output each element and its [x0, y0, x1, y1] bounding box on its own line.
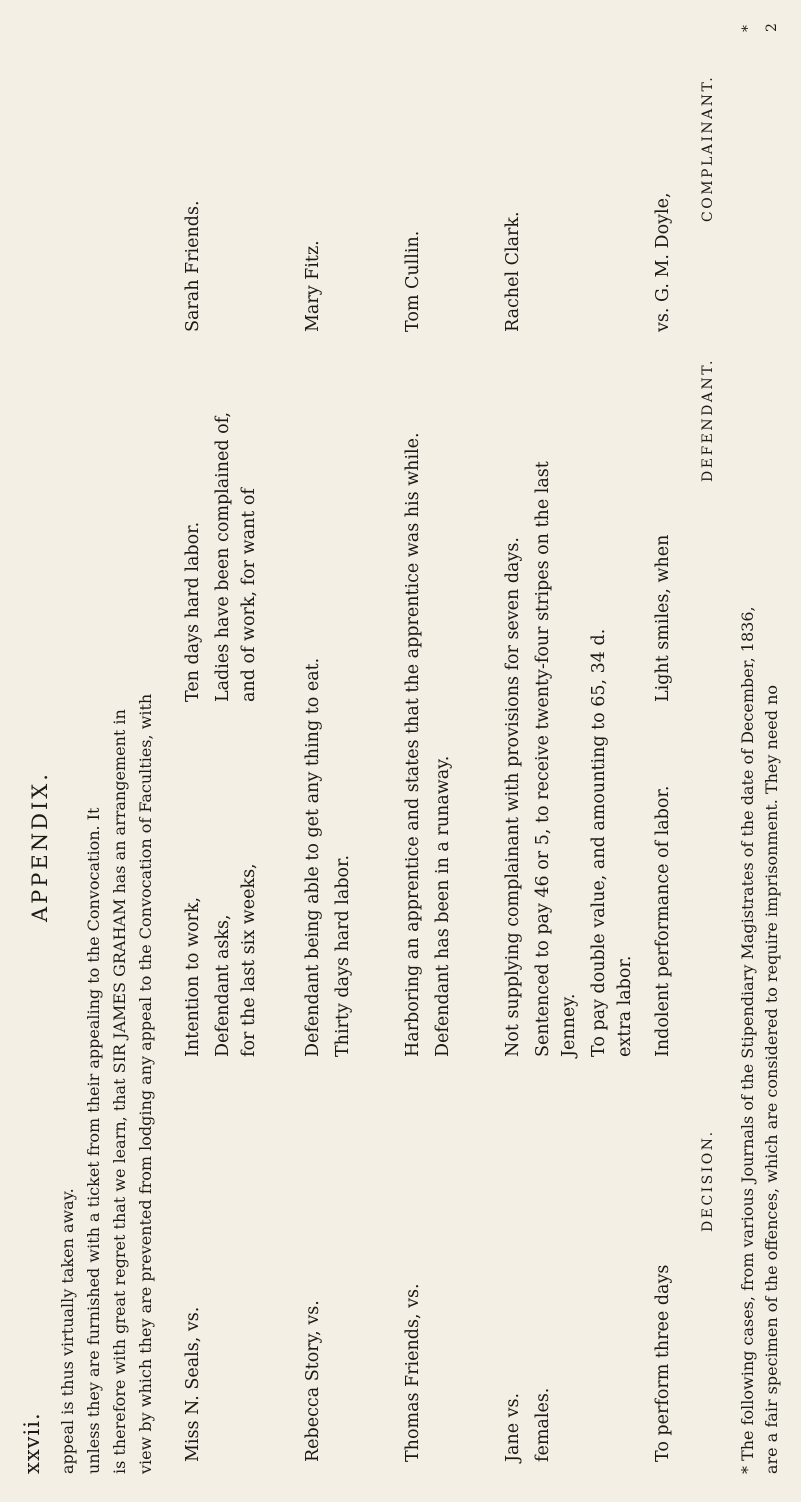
footnote-line: are a fair specimen of the offences, which are considered to require imprisonment. They need no: [762, 684, 781, 1474]
case-detail-line: for the last six weeks,: [239, 863, 259, 1057]
case-detail-line: Light smiles, when: [653, 534, 673, 702]
case-detail-line: Defendant has been in a runaway.: [433, 755, 453, 1057]
case-row-detail: [612, 12, 648, 1472]
case-defender: Mary Fitz.: [303, 240, 323, 332]
pursuer-name: Rebecca Story,: [303, 1330, 323, 1462]
footnote-line: * The following cases, from various Journals of the Stipendiary Magistrates of the date of December, 1836,: [738, 606, 757, 1474]
case-pursuer: [180, 1092, 206, 1462]
case-detail-line: and of work, for want of: [239, 488, 259, 702]
case-charge: Not supplying complainant with provisions for seven days.: [503, 537, 523, 1057]
case-detail-line: Jenney.: [559, 993, 579, 1057]
case-defender: [650, 12, 676, 332]
case-defender: Tom Cullin.: [403, 230, 423, 332]
pursuer-name: Miss N. Seals,: [183, 1336, 203, 1462]
case-charge: Defendant being able to get any thing to eat.: [303, 657, 323, 1057]
case-defender: Rachel Clark.: [503, 211, 523, 332]
case-pursuer: [500, 1092, 526, 1462]
case-charge: Harboring an apprentice and states that the apprentice was his while.: [403, 432, 423, 1057]
pursuer-name: Jane: [503, 1422, 523, 1462]
case-detail-line: extra labor.: [615, 955, 635, 1057]
defender-name: G. M. Doyle,: [653, 192, 673, 302]
footnote-mark: *: [740, 25, 756, 32]
case-row-detail: [430, 12, 466, 1472]
case-detail-line: Ladies have been complained of,: [213, 411, 233, 702]
running-title: APPENDIX.: [28, 771, 52, 922]
case-sentence: To perform three days: [653, 1264, 673, 1462]
intro-line-1: appeal is thus virtually taken away.: [58, 1188, 77, 1474]
case-detail-line: Defendant asks,: [213, 914, 233, 1057]
versus-label: vs.: [303, 1300, 323, 1325]
case-detail-line: Thirty days hard labor.: [333, 854, 353, 1057]
case-row-detail: [330, 12, 366, 1472]
case-row: [650, 12, 686, 1472]
versus-label: vs.: [403, 1283, 423, 1308]
versus-label: vs.: [503, 1392, 523, 1418]
case-detail-line: To pay double value, and amounting to 65, 34 d.: [589, 628, 609, 1057]
case-charge: Indolent performance of labor.: [653, 785, 673, 1057]
pursuer-name: Thomas Friends,: [403, 1313, 423, 1462]
case-row-detail: [236, 12, 272, 1472]
intro-line-3: is therefore with great regret that we learn, that SIR JAMES GRAHAM has an arrangement in: [110, 709, 129, 1474]
verdict-label: COMPLAINANT.: [700, 74, 716, 222]
versus-label: vs.: [183, 1306, 203, 1332]
intro-line-4: view by which they are prevented from lodging any appeal to the Convocation of Faculties, with: [136, 693, 155, 1474]
verdict-label: DECISION.: [700, 1129, 716, 1232]
case-sentence: Ten days hard labor.: [183, 521, 203, 702]
intro-line-2: unless they are furnished with a ticket from their appealing to the Convocation. It: [84, 807, 103, 1474]
pursuer-note: females.: [533, 1387, 553, 1462]
case-charge: Intention to work,: [183, 896, 203, 1057]
case-pursuer: [400, 1092, 426, 1462]
footnote-mark: 2: [764, 23, 780, 32]
verdict-label: DEFENDANT.: [700, 358, 716, 482]
case-pursuer: [300, 1092, 326, 1462]
case-detail-line: Sentenced to pay 46 or 5, to receive twenty-four stripes on the last: [533, 461, 553, 1057]
page-number: xxvii.: [20, 1412, 44, 1474]
versus-label: vs.: [653, 307, 673, 332]
case-defender: Sarah Friends.: [183, 200, 203, 332]
